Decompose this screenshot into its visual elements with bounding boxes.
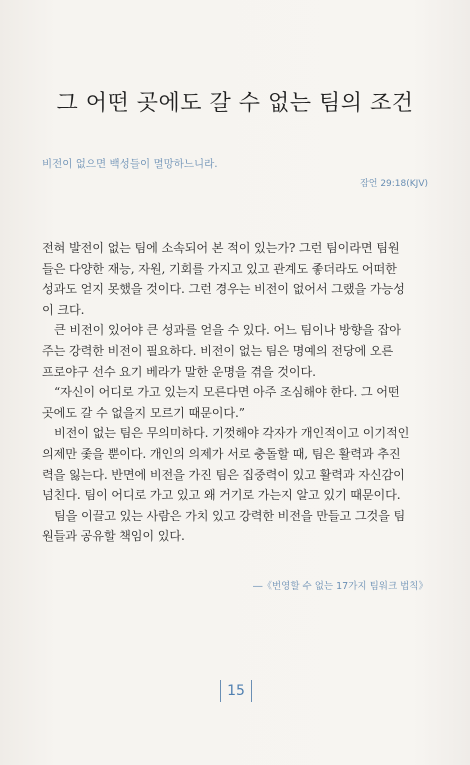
page-title: 그 어떤 곳에도 갈 수 없는 팀의 조건: [56, 91, 414, 116]
body-line: 력을 잃는다. 반면에 비전을 가진 팀은 집중력이 있고 활력과 자신감이: [42, 467, 405, 482]
body-line: 들은 다양한 재능, 자원, 기회를 가지고 있고 관계도 좋더라도 어떠한: [42, 261, 397, 276]
body-line: 넘친다. 팀이 어디로 가고 있고 왜 거기로 가는지 알고 있기 때문이다.: [42, 488, 401, 503]
body-line: 원들과 공유할 책임이 있다.: [42, 529, 185, 544]
body-line: 성과도 얻지 못했을 것이다. 그런 경우는 비전이 없어서 그랬을 가능성: [42, 282, 405, 297]
page-number-block: [208, 678, 264, 704]
body-line: 팀을 이끌고 있는 사람은 가치 있고 강력한 비전을 만들고 그것을 팀: [54, 508, 406, 523]
body-line: 프로야구 선수 요기 베라가 말한 운명을 겪을 것이다.: [42, 364, 316, 379]
body-line: 전혀 발전이 없는 팀에 소속되어 본 적이 있는가? 그런 팀이라면 팀원: [42, 241, 400, 255]
page-number-divider: [251, 680, 253, 702]
epigraph-quote: 비전이 없으면 백성들이 멸망하느니라.: [42, 158, 218, 170]
source-citation: ―《번영할 수 없는 17가지 팀워크 법칙》: [253, 581, 428, 592]
epigraph-source: 잠언 29:18(KJV): [360, 179, 428, 189]
body-line: 비전이 없는 팀은 무의미하다. 기껏해야 각자가 개인적이고 이기적인: [54, 426, 410, 441]
body-line: 의제만 좇을 뿐이다. 개인의 의제가 서로 충돌할 때, 팀은 활력과 추진: [42, 446, 401, 461]
body-text: [42, 238, 438, 547]
body-line: 큰 비전이 있어야 큰 성과를 얻을 수 있다. 어느 팀이나 방향을 잡아: [54, 323, 401, 338]
body-line: 주는 강력한 비전이 필요하다. 비전이 없는 팀은 명예의 전당에 오른: [42, 343, 394, 358]
body-line: 곳에도 갈 수 없을지 모르기 때문이다.”: [42, 405, 245, 420]
body-line: 이 크다.: [42, 302, 85, 317]
body-line: “자신이 어디로 가고 있는지 모른다면 아주 조심해야 한다. 그 어떤: [54, 385, 400, 400]
page-number: 15: [227, 683, 245, 699]
